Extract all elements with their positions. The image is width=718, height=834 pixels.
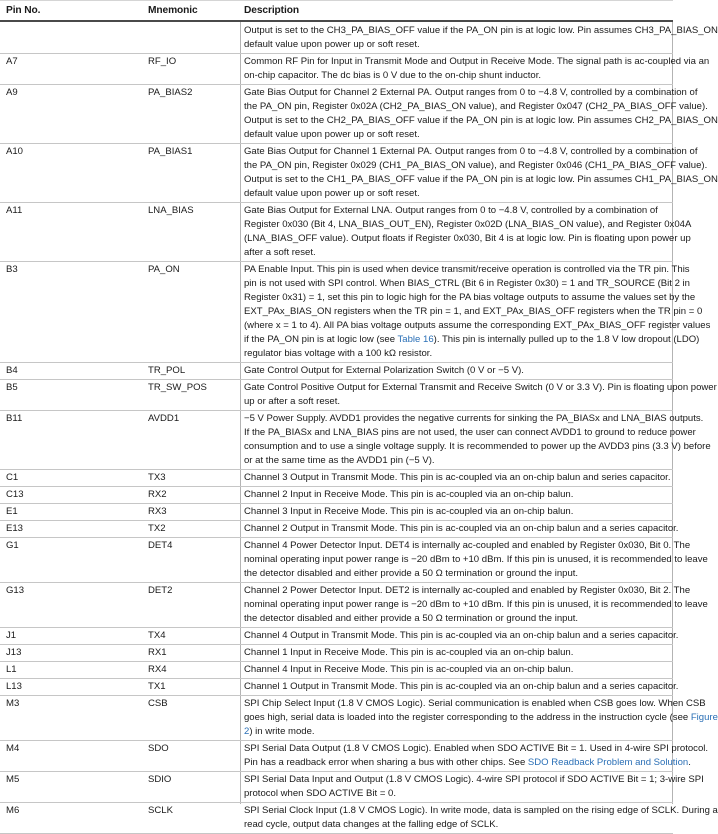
pin-description — [244, 505, 672, 519]
cross-reference-link[interactable]: SDO Readback Problem and Solution — [527, 757, 689, 768]
description-line: default value upon power up or soft reset. — [244, 39, 420, 50]
pin-description — [244, 488, 672, 502]
description-line: on-chip capacitor. The dc bias is 0 V due to the on-chip shunt inductor. — [244, 70, 542, 81]
description-line: (LNA_BIAS_OFF value). Output floats if Register 0x030, Bit 4 is at logic low. Pin is floating upon power up — [244, 233, 691, 244]
description-line: SPI Serial Data Input and Output (1.8 V CMOS Logic). 4-wire SPI protocol if SDO ACTIVE Bit = 1; 3-wire SPI — [244, 774, 704, 785]
description-line: pin is not used with SPI control. When BIAS_CTRL (Bit 6 in Register 0x30) = 1 and TR_SOURCE (Bit 2 in — [244, 278, 690, 289]
header-mnemonic: Mnemonic — [148, 5, 198, 16]
header-pin-no: Pin No. — [6, 5, 41, 16]
table-row — [0, 487, 673, 504]
description-line: default value upon power up or soft reset. — [244, 188, 420, 199]
pin-number: M4 — [6, 743, 20, 754]
pin-description — [244, 629, 679, 643]
description-line: Gate Bias Output for Channel 1 External PA. Output ranges from 0 to −4.8 V, controlled by a combination of — [244, 146, 698, 157]
pin-description — [244, 646, 672, 660]
table-header — [0, 1, 673, 22]
description-line: Register 0x31) = 1, set this pin to logic high for the PA bias voltage outputs to assume the values set by the — [244, 292, 696, 303]
pin-number: B5 — [6, 382, 18, 393]
pin-number: A9 — [6, 87, 18, 98]
description-line: If the PA_BIASx and LNA_BIAS pins are not used, the user can connect AVDD1 to ground to reduce power — [244, 427, 696, 438]
description-line: Output is set to the CH2_PA_BIAS_OFF value if the PA_ON pin is at logic low. Pin assumes CH2_PA_BIAS_ON — [244, 115, 718, 126]
table-row — [0, 85, 718, 144]
pin-mnemonic: RX4 — [148, 664, 167, 675]
pin-mnemonic: DET2 — [148, 585, 173, 596]
description-line: Channel 1 Output in Transmit Mode. This pin is ac-coupled via an on-chip balun and a series capacitor. — [244, 681, 679, 692]
cross-reference-link[interactable]: Figure — [690, 712, 718, 723]
pin-number: G1 — [6, 540, 19, 551]
description-line: −5 V Power Supply. AVDD1 provides the negative currents for sinking the PA_BIASx and LNA_BIAS outputs. — [244, 413, 704, 424]
description-line: (where x = 1 to 4). All PA bias voltage outputs assume the corresponding EXT_PAx_BIAS_OFF register values — [244, 320, 711, 331]
header-description: Description — [244, 5, 299, 16]
description-line: nominal operating input power range is −20 dBm to +10 dBm. If this pin is unused, it is recommended to leave — [244, 554, 708, 565]
pin-description — [244, 584, 708, 626]
description-line: protocol when SDO ACTIVE Bit = 0. — [244, 788, 397, 799]
description-line: after a soft reset. — [244, 247, 316, 258]
pin-mnemonic: RX3 — [148, 506, 167, 517]
description-line: default value upon power up or soft reset. — [244, 129, 420, 140]
description-line: Register 0x030 (Bit 4, LNA_BIAS_OUT_EN), Register 0x02D (LNA_BIAS_ON value), and Register 0x04A — [244, 219, 692, 230]
description-line: Gate Bias Output for External LNA. Output ranges from 0 to −4.8 V, controlled by a combination of — [244, 205, 658, 216]
description-line: SPI Serial Data Output (1.8 V CMOS Logic). Enabled when SDO ACTIVE Bit = 1. Used in 4-wire SPI protocol. — [244, 743, 709, 754]
description-line: Channel 2 Input in Receive Mode. This pin is ac-coupled via an on-chip balun. — [244, 489, 574, 500]
pin-number: M3 — [6, 698, 20, 709]
pin-mnemonic: SDO — [148, 743, 169, 754]
description-line: nominal operating input power range is −20 dBm to +10 dBm. If this pin is unused, it is recommended to leave — [244, 599, 708, 610]
pin-mnemonic: TX1 — [148, 681, 166, 692]
pin-description — [244, 663, 672, 677]
table-row — [0, 470, 673, 487]
pin-description — [244, 55, 710, 83]
description-line: SPI Serial Clock Input (1.8 V CMOS Logic). In write mode, data is sampled on the rising edge of SCLK. During a — [244, 805, 718, 816]
pin-description — [244, 204, 692, 260]
description-line: regulator bias voltage with a 100 kΩ resistor. — [244, 348, 433, 359]
table-row — [0, 662, 673, 679]
pin-mnemonic: AVDD1 — [148, 413, 180, 424]
pin-description — [244, 381, 717, 409]
description-line: Channel 1 Input in Receive Mode. This pin is ac-coupled via an on-chip balun. — [244, 647, 574, 658]
pin-number: J1 — [6, 630, 17, 641]
pin-mnemonic: PA_BIAS2 — [148, 87, 193, 98]
description-line: consumption and to use a single voltage supply. It is recommended to power up the AVDD3 pins (3.3 V) before — [244, 441, 711, 452]
table-row — [0, 203, 692, 262]
pin-description — [244, 364, 672, 378]
pin-number: E13 — [6, 523, 23, 534]
description-line: Output is set to the CH3_PA_BIAS_OFF value if the PA_ON pin is at logic low. Pin assumes CH3_PA_BIAS_ON — [244, 25, 718, 36]
cross-reference-link[interactable]: 2 — [244, 726, 250, 737]
description-line: goes high, serial data is loaded into the register corresponding to the address in the instruction cycle (see Figure — [244, 712, 718, 723]
table-row — [0, 521, 679, 538]
description-line: Channel 3 Input in Receive Mode. This pin is ac-coupled via an on-chip balun. — [244, 506, 574, 517]
pin-mnemonic: PA_BIAS1 — [148, 146, 193, 157]
pin-mnemonic: TX2 — [148, 523, 166, 534]
description-line: or at the same time as the AVDD1 pin (−5 V). — [244, 455, 435, 466]
pin-number: G13 — [6, 585, 25, 596]
table-row — [0, 54, 710, 85]
table-row — [0, 696, 718, 741]
pin-description — [244, 773, 704, 801]
pin-mnemonic: DET4 — [148, 540, 173, 551]
description-line: SPI Chip Select Input (1.8 V CMOS Logic). Serial communication is enabled when CSB goes low. When CSB — [244, 698, 706, 709]
pin-description — [244, 263, 711, 361]
pin-number: E1 — [6, 506, 18, 517]
pin-mnemonic: SCLK — [148, 805, 173, 816]
pin-mnemonic: TR_POL — [148, 365, 186, 376]
description-line: Channel 4 Output in Transmit Mode. This pin is ac-coupled via an on-chip balun and a series capacitor. — [244, 630, 679, 641]
pin-number: A11 — [6, 205, 23, 216]
description-line: Channel 3 Output in Transmit Mode. This pin is ac-coupled via an on-chip balun and series capacitor. — [244, 472, 671, 483]
table-row — [0, 628, 679, 645]
pin-mnemonic: SDIO — [148, 774, 172, 785]
pin-description — [244, 804, 718, 832]
table-row — [0, 411, 711, 470]
pin-number: M6 — [6, 805, 20, 816]
description-line: Output is set to the CH1_PA_BIAS_OFF value if the PA_ON pin is at logic low. Pin assumes CH1_PA_BIAS_ON — [244, 174, 718, 185]
pin-number: L1 — [6, 664, 17, 675]
pin-mnemonic: PA_ON — [148, 264, 180, 275]
pin-description — [244, 680, 679, 694]
table-row — [0, 803, 718, 834]
pin-mnemonic: TX4 — [148, 630, 166, 641]
table-row — [0, 538, 708, 583]
pin-mnemonic: RF_IO — [148, 56, 177, 67]
description-line: up or after a soft reset. — [244, 396, 341, 407]
pin-mnemonic: RX2 — [148, 489, 167, 500]
pin-mnemonic: RX1 — [148, 647, 167, 658]
pin-number: M5 — [6, 774, 20, 785]
pin-number: B4 — [6, 365, 18, 376]
description-line: Pin has a readback error when sharing a bus with other chips. See SDO Readback Problem and Solution. — [244, 757, 691, 768]
pin-number: B11 — [6, 413, 23, 424]
pin-description — [244, 24, 718, 52]
description-line: Channel 4 Input in Receive Mode. This pin is ac-coupled via an on-chip balun. — [244, 664, 574, 675]
description-line: Gate Control Positive Output for External Transmit and Receive Switch (0 V or 3.3 V). Pin is floating upon power — [244, 382, 717, 393]
pin-description — [244, 522, 679, 536]
description-line: Common RF Pin for Input in Transmit Mode and Output in Receive Mode. The signal path is ac-coupled via an — [244, 56, 710, 67]
table-row — [0, 772, 704, 803]
description-line: 2) in write mode. — [244, 726, 315, 737]
description-line: read cycle, output data changes at the falling edge of SCLK. — [244, 819, 499, 830]
description-line: Channel 4 Power Detector Input. DET4 is internally ac-coupled and enabled by Register 0x030, Bit 0. The — [244, 540, 691, 551]
table-row — [0, 363, 673, 380]
pin-description — [244, 471, 672, 485]
pin-mnemonic: TR_SW_POS — [148, 382, 207, 393]
pin-description — [244, 412, 711, 468]
description-line: Gate Bias Output for Channel 2 External PA. Output ranges from 0 to −4.8 V, controlled by a combination of — [244, 87, 698, 98]
pin-number: B3 — [6, 264, 18, 275]
table-row — [0, 262, 711, 363]
table-row — [0, 380, 717, 411]
description-line: PA Enable Input. This pin is used when device transmit/receive operation is controlled via the TR pin. This — [244, 264, 690, 275]
pin-number: L13 — [6, 681, 22, 692]
table-row — [0, 23, 718, 54]
pin-description — [244, 742, 709, 770]
description-line: Channel 2 Output in Transmit Mode. This pin is ac-coupled via an on-chip balun and a series capacitor. — [244, 523, 679, 534]
pin-mnemonic: CSB — [148, 698, 168, 709]
table-row — [0, 504, 673, 521]
description-line: Channel 2 Power Detector Input. DET2 is internally ac-coupled and enabled by Register 0x030, Bit 2. The — [244, 585, 691, 596]
description-line: the detector disabled and either provide a 50 Ω termination or ground the input. — [244, 568, 579, 579]
table-row — [0, 144, 718, 203]
cross-reference-link[interactable]: Table 16 — [397, 334, 434, 345]
pin-description — [244, 145, 718, 201]
description-line: Gate Control Output for External Polarization Switch (0 V or −5 V). — [244, 365, 524, 376]
pin-number: C1 — [6, 472, 19, 483]
pin-number: A7 — [6, 56, 18, 67]
pin-number: J13 — [6, 647, 22, 658]
table-row — [0, 645, 673, 662]
table-row — [0, 741, 709, 772]
pin-number: C13 — [6, 489, 24, 500]
description-line: the PA_ON pin, Register 0x029 (CH1_PA_BIAS_ON value), and Register 0x046 (CH1_PA_BIAS_OFF value). — [244, 160, 708, 171]
description-line: if the PA_ON pin is at logic low (see Table 16). This pin is internally pulled up to the 1.8 V low dropout (LDO) — [244, 334, 700, 345]
description-line: the PA_ON pin, Register 0x02A (CH2_PA_BIAS_ON value), and Register 0x047 (CH2_PA_BIAS_OFF value). — [244, 101, 708, 112]
description-line: EXT_PAx_BIAS_ON registers when the TR pin = 1, and EXT_PAx_BIAS_OFF registers when the TR pin = 0 — [244, 306, 703, 317]
pin-mnemonic: TX3 — [148, 472, 166, 483]
table-row — [0, 583, 708, 628]
pin-description — [244, 539, 708, 581]
table-row — [0, 679, 679, 696]
pin-description — [244, 697, 718, 739]
pin-mnemonic: LNA_BIAS — [148, 205, 194, 216]
pin-description — [244, 86, 718, 142]
description-line: the detector disabled and either provide a 50 Ω termination or ground the input. — [244, 613, 579, 624]
pin-number: A10 — [6, 146, 23, 157]
